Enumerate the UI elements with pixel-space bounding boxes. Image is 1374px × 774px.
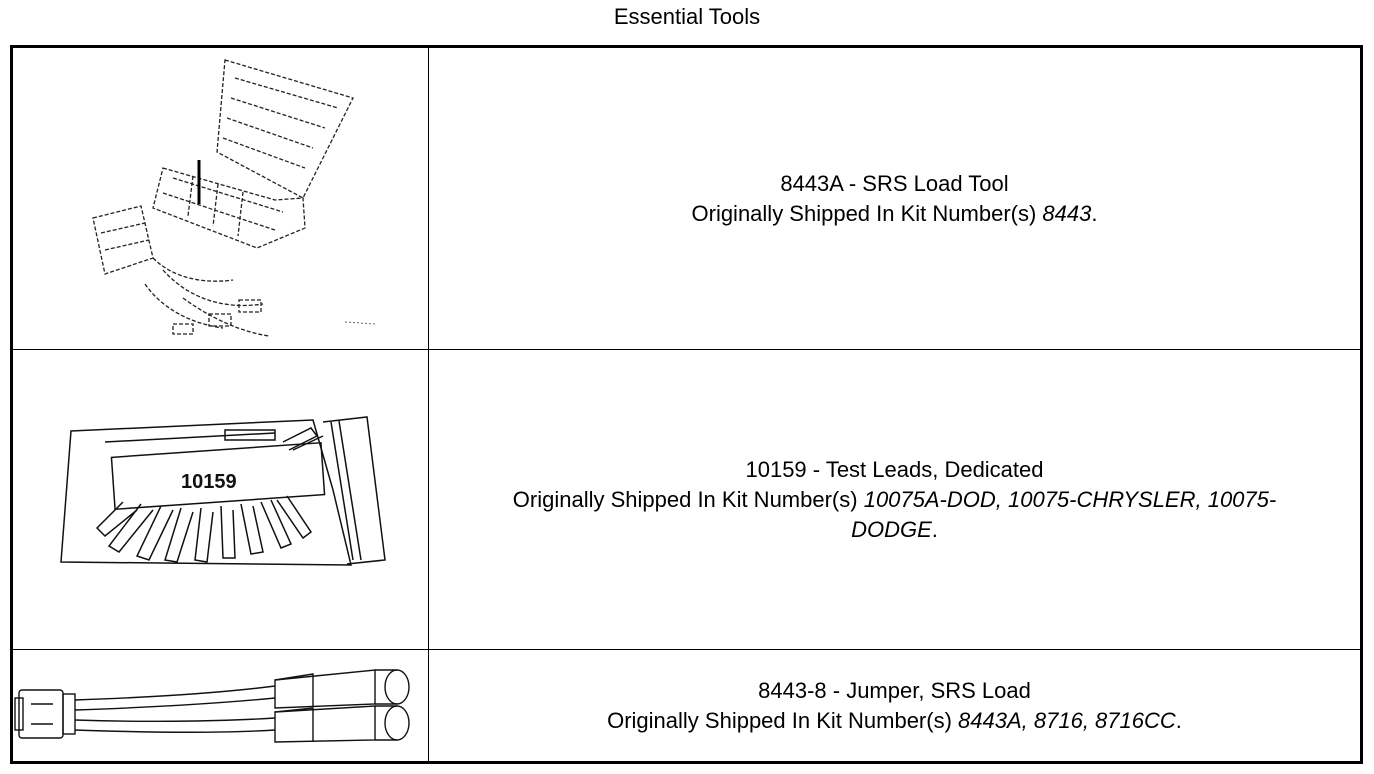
test-leads-pouch-illustration (13, 350, 429, 650)
essential-tools-table (10, 45, 1363, 764)
jumper-cable-illustration (13, 650, 429, 761)
kit-numbers: 10075A-DOD, 10075-CHRYSLER, 10075-DODGE (851, 486, 1277, 542)
kit-numbers: 8443 (1042, 200, 1092, 226)
shipped-in-label: Originally Shipped In Kit Number(s) (607, 707, 959, 733)
tool-kit-line (607, 706, 1182, 736)
tool-description-cell (429, 48, 1360, 349)
tool-kit-line (485, 485, 1305, 545)
tool-description-cell (429, 650, 1360, 761)
tool-label-text: 10159 (181, 471, 237, 493)
tool-name: 10159 - Test Leads, Dedicated (745, 456, 1044, 482)
shipped-in-label: Originally Shipped In Kit Number(s) (512, 486, 864, 512)
tool-name: 8443-8 - Jumper, SRS Load (758, 677, 1031, 703)
shipped-in-label: Originally Shipped In Kit Number(s) (691, 200, 1043, 226)
kit-suffix: . (1091, 200, 1098, 226)
table-row (13, 48, 1360, 350)
table-row (13, 650, 1360, 761)
tool-image-cell (13, 350, 429, 649)
tool-name: 8443A - SRS Load Tool (780, 170, 1009, 196)
tool-image-cell (13, 48, 429, 349)
page-title: Essential Tools (613, 4, 761, 29)
tool-image-cell (13, 650, 429, 761)
table-row (13, 350, 1360, 650)
tool-description-cell (429, 350, 1360, 649)
kit-suffix: . (931, 516, 938, 542)
tool-kit-line (692, 199, 1098, 229)
kit-numbers: 8443A, 8716, 8716CC (958, 707, 1176, 733)
srs-load-tool-kit-illustration (13, 48, 429, 350)
kit-suffix: . (1175, 707, 1182, 733)
